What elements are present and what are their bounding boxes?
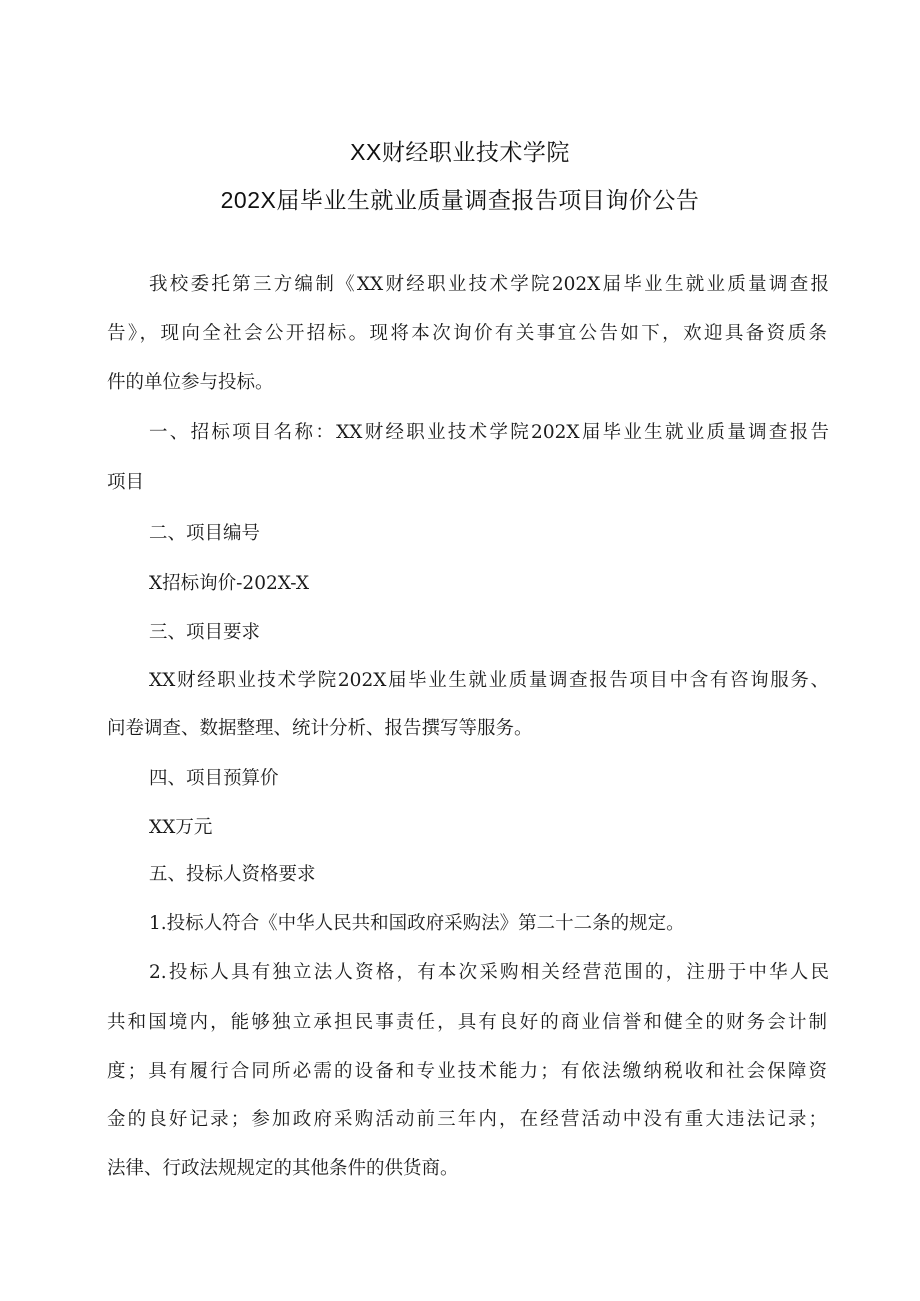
section-3-body-line-1: XX财经职业技术学院202X届毕业生就业质量调查报告项目中含有咨询服务、 [149,670,829,691]
section-2-heading: 二、项目编号 [149,523,261,544]
section-5-heading: 五、投标人资格要求 [149,864,316,885]
qualification-item-2-line-2: 共和国境内，能够独立承担民事责任，具有良好的商业信誉和健全的财务会计制 [107,1012,827,1033]
qualification-item-1: 1.投标人符合《中华人民共和国政府采购法》第二十二条的规定。 [149,913,685,934]
project-number: X招标询价-202X-X [149,573,310,594]
qualification-item-2-line-3: 度；具有履行合同所必需的设备和专业技术能力；有依法缴纳税收和社会保障资 [107,1061,827,1082]
section-3-heading: 三、项目要求 [149,622,261,643]
section-3-body-line-2: 问卷调查、数据整理、统计分析、报告撰写等服务。 [107,718,533,739]
intro-paragraph-line-3: 件的单位参与投标。 [107,372,274,393]
intro-paragraph-line-2: 告》，现向全社会公开招标。现将本次询价有关事宜公告如下，欢迎具备资质条 [107,323,827,344]
qualification-item-2-line-4: 金的良好记录；参加政府采购活动前三年内，在经营活动中没有重大违法记录； [107,1109,827,1130]
section-1-heading-line-1: 一、招标项目名称：XX财经职业技术学院202X届毕业生就业质量调查报告 [149,422,829,443]
section-4-heading: 四、项目预算价 [149,768,279,789]
section-1-heading-line-2: 项目 [107,472,145,493]
document-title-line-1: XX财经职业技术学院 [350,139,570,165]
document-title-line-2: 202X届毕业生就业质量调查报告项目询价公告 [220,187,700,213]
qualification-item-2-line-1: 2.投标人具有独立法人资格，有本次采购相关经营范围的，注册于中华人民 [149,962,829,983]
intro-paragraph-line-1: 我校委托第三方编制《XX财经职业技术学院202X届毕业生就业质量调查报 [149,274,829,295]
qualification-item-2-line-5: 法律、行政法规规定的其他条件的供货商。 [107,1158,459,1179]
budget-value: XX万元 [149,817,213,838]
